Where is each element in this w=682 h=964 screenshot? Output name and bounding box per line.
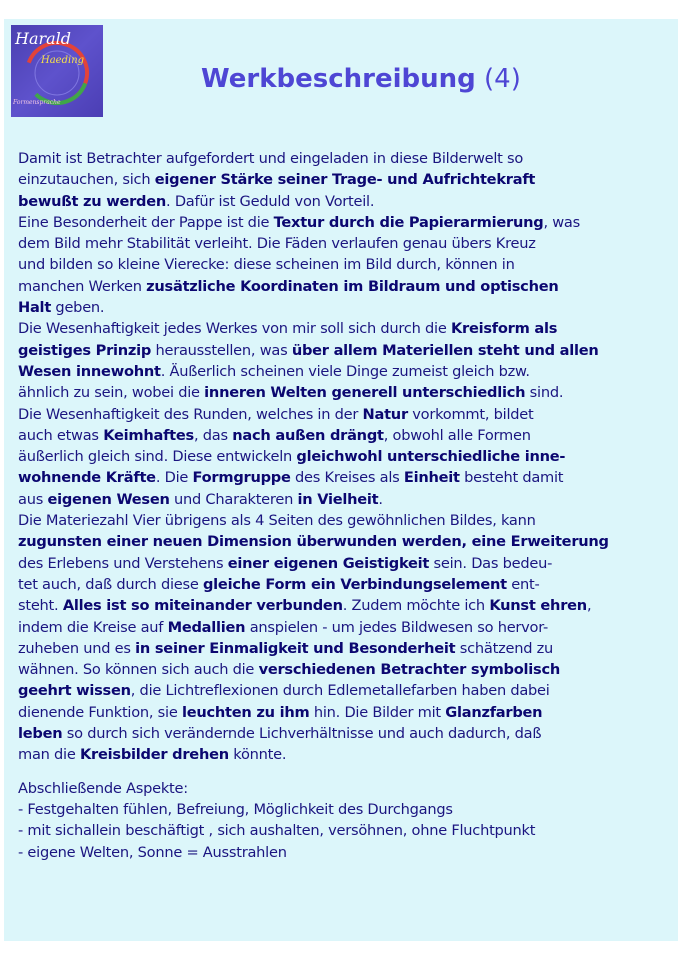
text-line [18,510,670,531]
text-line [18,382,670,403]
emphasis-text: eigener Stärke seiner Trage- und Aufrichtekraft [154,171,536,189]
text-segment: und Charakteren [169,490,298,508]
text-line [18,744,670,765]
logo-foot: Formensprache [13,99,61,106]
text-segment: auch etwas [18,426,104,444]
text-segment: Damit ist Betrachter aufgefordert und eingeladen in diese Bilderwelt so [18,150,524,167]
text-segment: besteht damit [459,469,564,487]
text-segment: steht. [18,597,63,615]
title-main: Werkbeschreibung [201,64,476,94]
emphasis-text: Medallien [167,618,246,636]
aspect-item: - Festgehalten fühlen, Befreiung, Möglichkeit des Durchgangs [18,800,453,818]
text-segment: , [586,597,592,615]
emphasis-text: Halt [18,299,52,317]
text-segment: schätzend zu [455,639,554,657]
aspects-heading: Abschließende Aspekte: [18,779,188,797]
text-segment: . Zudem möchte ich [342,597,490,615]
description-text [18,148,670,766]
text-line [18,659,670,680]
text-line [18,297,670,318]
text-segment: , das [194,426,233,444]
text-line [18,680,670,701]
emphasis-text: gleichwohl unterschiedliche inne- [296,448,566,466]
text-line [18,340,670,361]
emphasis-text: in seiner Einmaligkeit und Besonderheit [135,639,456,657]
aspect-item: - eigene Welten, Sonne = Ausstrahlen [18,843,287,861]
text-segment: Die Materiezahl Vier übrigens als 4 Seiten des gewöhnlichen Bildes, kann [18,512,536,530]
text-line [18,617,670,638]
text-line [18,446,670,467]
emphasis-text: nach außen drängt [232,426,384,444]
emphasis-text: über allem Materiellen steht und allen [291,341,599,359]
emphasis-text: in Vielheit [297,490,379,508]
text-line [18,276,670,297]
text-segment: des Kreises als [290,469,404,487]
emphasis-text: bewußt zu werden [18,192,167,210]
emphasis-text: Einheit [403,469,460,487]
text-segment: . Dafür ist Geduld von Vorteil. [166,192,375,210]
text-segment: zuheben und es [18,639,136,657]
text-segment: ähnlich zu sein, wobei die [18,384,205,402]
text-segment: . Die [155,469,193,487]
text-line [18,702,670,723]
text-segment: manchen Werken [18,277,147,295]
text-segment: vorkommt, bildet [407,405,534,423]
emphasis-text: leuchten zu ihm [181,703,310,721]
emphasis-text: geistiges Prinzip [18,341,152,359]
emphasis-text: gleiche Form ein Verbindungselement [202,575,507,593]
text-segment: tet auch, daß durch diese [18,575,203,593]
emphasis-text: verschiedenen Betrachter symbolisch [258,661,560,679]
text-segment: äußerlich gleich sind. Diese entwickeln [18,448,297,466]
logo-name: Harald [15,29,72,48]
text-line [18,191,670,212]
title-number: (4) [484,64,521,94]
emphasis-text: einer eigenen Geistigkeit [227,554,430,572]
text-line [18,425,670,446]
text-segment: des Erlebens und Verstehens [18,554,228,572]
text-line [18,404,670,425]
text-line [18,531,670,552]
emphasis-text: zugunsten einer neuen Dimension überwunden werden, eine Erweiterung [18,533,609,551]
text-segment: sein. Das bedeu- [429,554,553,572]
logo [11,25,103,117]
text-line [18,553,670,574]
emphasis-text: Keimhaftes [103,426,194,444]
text-line [18,148,670,169]
text-segment: , was [543,213,580,231]
text-segment: einzutauchen, sich [18,171,155,189]
text-segment: . [378,490,383,508]
text-segment: indem die Kreise auf [18,618,168,636]
text-line [18,638,670,659]
emphasis-text: Kreisbilder drehen [79,746,229,764]
emphasis-text: Natur [362,405,408,423]
text-line [18,723,670,744]
emphasis-text: Wesen innewohnt [18,362,161,380]
text-segment: ent- [506,575,540,593]
text-segment: , die Lichtreflexionen durch Edlemetallefarben haben dabei [130,682,550,700]
text-segment: geben. [51,299,105,317]
emphasis-text: wohnende Kräfte [18,469,156,487]
emphasis-text: inneren Welten generell unterschiedlich [204,384,526,402]
text-segment: . Äußerlich scheinen viele Dinge zumeist gleich bzw. [160,362,530,380]
emphasis-text: eigenen Wesen [47,490,170,508]
text-segment: herausstellen, was [151,341,292,359]
text-segment: und bilden so kleine Vierecke: diese scheinen im Bild durch, können in [18,256,515,274]
text-segment: man die [18,746,80,764]
aspect-item: - mit sichallein beschäftigt , sich aushalten, versöhnen, ohne Fluchtpunkt [18,822,536,840]
text-segment: , obwohl alle Formen [383,426,531,444]
text-segment: aus [18,490,48,508]
text-segment: dienende Funktion, sie [18,703,182,721]
text-segment: so durch sich verändernde Lichverhältnisse und auch dadurch, daß [62,725,542,743]
emphasis-text: Formgruppe [192,469,291,487]
emphasis-text: Kunst ehren [489,597,587,615]
emphasis-text: Glanzfarben [445,703,543,721]
text-segment: könnte. [228,746,287,764]
page-title [201,64,521,94]
text-segment: hin. Die Bilder mit [309,703,446,721]
emphasis-text: Kreisform als [450,320,558,338]
page-panel [4,19,678,941]
text-line [18,169,670,190]
text-line [18,318,670,339]
text-line [18,467,670,488]
text-line [18,361,670,382]
text-line [18,212,670,233]
emphasis-text: geehrt wissen [18,682,131,700]
emphasis-text: Alles ist so miteinander verbunden [62,597,343,615]
emphasis-text: zusätzliche Koordinaten im Bildraum und optischen [146,277,559,295]
body-text [18,148,670,863]
text-line [18,595,670,616]
logo-sub: Haeding [41,55,85,66]
text-segment: anspielen - um jedes Bildwesen so hervor- [245,618,549,636]
text-segment: Eine Besonderheit der Pappe ist die [18,213,274,231]
emphasis-text: Textur durch die Papierarmierung [273,213,544,231]
text-line [18,254,670,275]
text-line [18,233,670,254]
text-line [18,489,670,510]
text-segment: sind. [525,384,564,402]
text-segment: Die Wesenhaftigkeit jedes Werkes von mir soll sich durch die [18,320,451,338]
text-line [18,574,670,595]
text-segment: Die Wesenhaftigkeit des Runden, welches in der [18,405,363,423]
text-segment: dem Bild mehr Stabilität verleiht. Die Fäden verlaufen genau übers Kreuz [18,235,536,253]
emphasis-text: leben [18,725,63,743]
text-segment: wähnen. So können sich auch die [18,661,259,679]
